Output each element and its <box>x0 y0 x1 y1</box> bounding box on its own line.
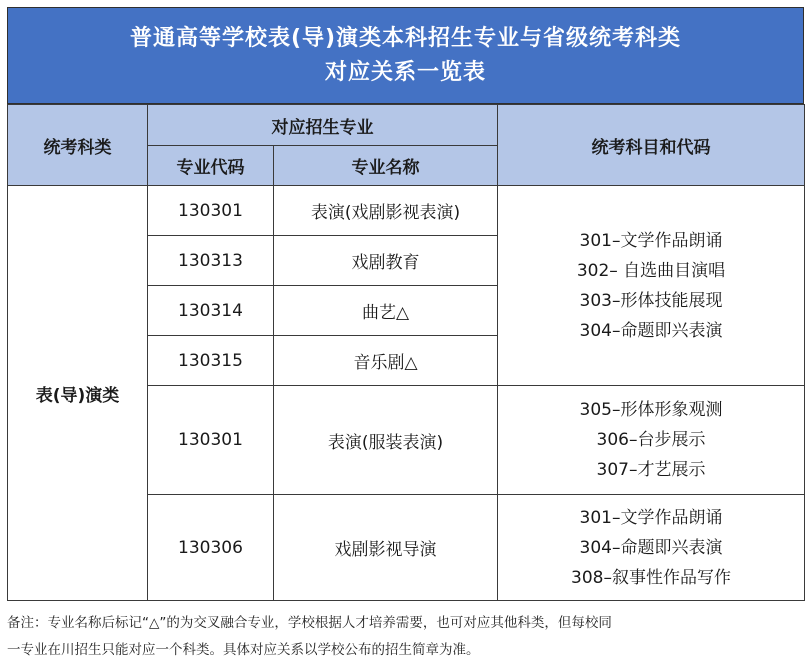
subject-item: 304–命题即兴表演 <box>579 537 723 558</box>
major-code-cell: 130313 <box>148 236 274 286</box>
document <box>7 7 804 604</box>
title-line-2: 对应关系一览表 <box>324 59 486 85</box>
subject-item: 305–形体形象观测 <box>579 400 723 420</box>
subject-group-2 <box>498 386 805 495</box>
subject-group-3 <box>498 495 805 601</box>
subject-group-1 <box>498 186 805 386</box>
major-name-cell: 表演(服装表演) <box>274 386 498 495</box>
header-exam-subjects: 统考科目和代码 <box>498 105 805 186</box>
subject-item: 303–形体技能展现 <box>579 290 723 311</box>
subject-item: 306–台步展示 <box>596 430 706 450</box>
table-title <box>7 7 804 104</box>
subject-item: 302– 自选曲目演唱 <box>576 260 726 281</box>
subject-item: 304–命题即兴表演 <box>579 320 723 341</box>
major-code-cell: 130315 <box>148 336 274 386</box>
major-code-cell: 130306 <box>148 495 274 601</box>
major-code-cell: 130301 <box>148 386 274 495</box>
major-name-cell: 曲艺△ <box>274 286 498 336</box>
footnote <box>7 610 803 664</box>
major-name-cell: 音乐剧△ <box>274 336 498 386</box>
subject-item: 301–文学作品朗诵 <box>579 507 723 528</box>
major-name-cell: 表演(戏剧影视表演) <box>274 186 498 236</box>
header-major-name: 专业名称 <box>274 146 498 186</box>
subject-item: 307–才艺展示 <box>596 460 706 480</box>
major-name-cell: 戏剧教育 <box>274 236 498 286</box>
major-code-cell: 130314 <box>148 286 274 336</box>
footnote-line-2: 一专业在川招生只能对应一个科类。具体对应关系以学校公布的招生简章为准。 <box>7 642 480 658</box>
header-major-group: 对应招生专业 <box>148 105 498 146</box>
title-line-1: 普通高等学校表(导)演类本科招生专业与省级统考科类 <box>129 25 682 51</box>
footnote-line-1: 备注：专业名称后标记“△”的为交叉融合专业，学校根据人才培养需要，也可对应其他科类，但每校同 <box>7 615 612 631</box>
header-exam-category: 统考科类 <box>8 105 148 186</box>
major-code-cell: 130301 <box>148 186 274 236</box>
header-major-code: 专业代码 <box>148 146 274 186</box>
subject-item: 308–叙事性作品写作 <box>571 567 731 588</box>
category-cell: 表(导)演类 <box>8 186 148 601</box>
subject-item: 301–文学作品朗诵 <box>579 230 723 251</box>
major-name-cell: 戏剧影视导演 <box>274 495 498 601</box>
table-row <box>8 186 805 236</box>
correspondence-table <box>7 104 805 601</box>
